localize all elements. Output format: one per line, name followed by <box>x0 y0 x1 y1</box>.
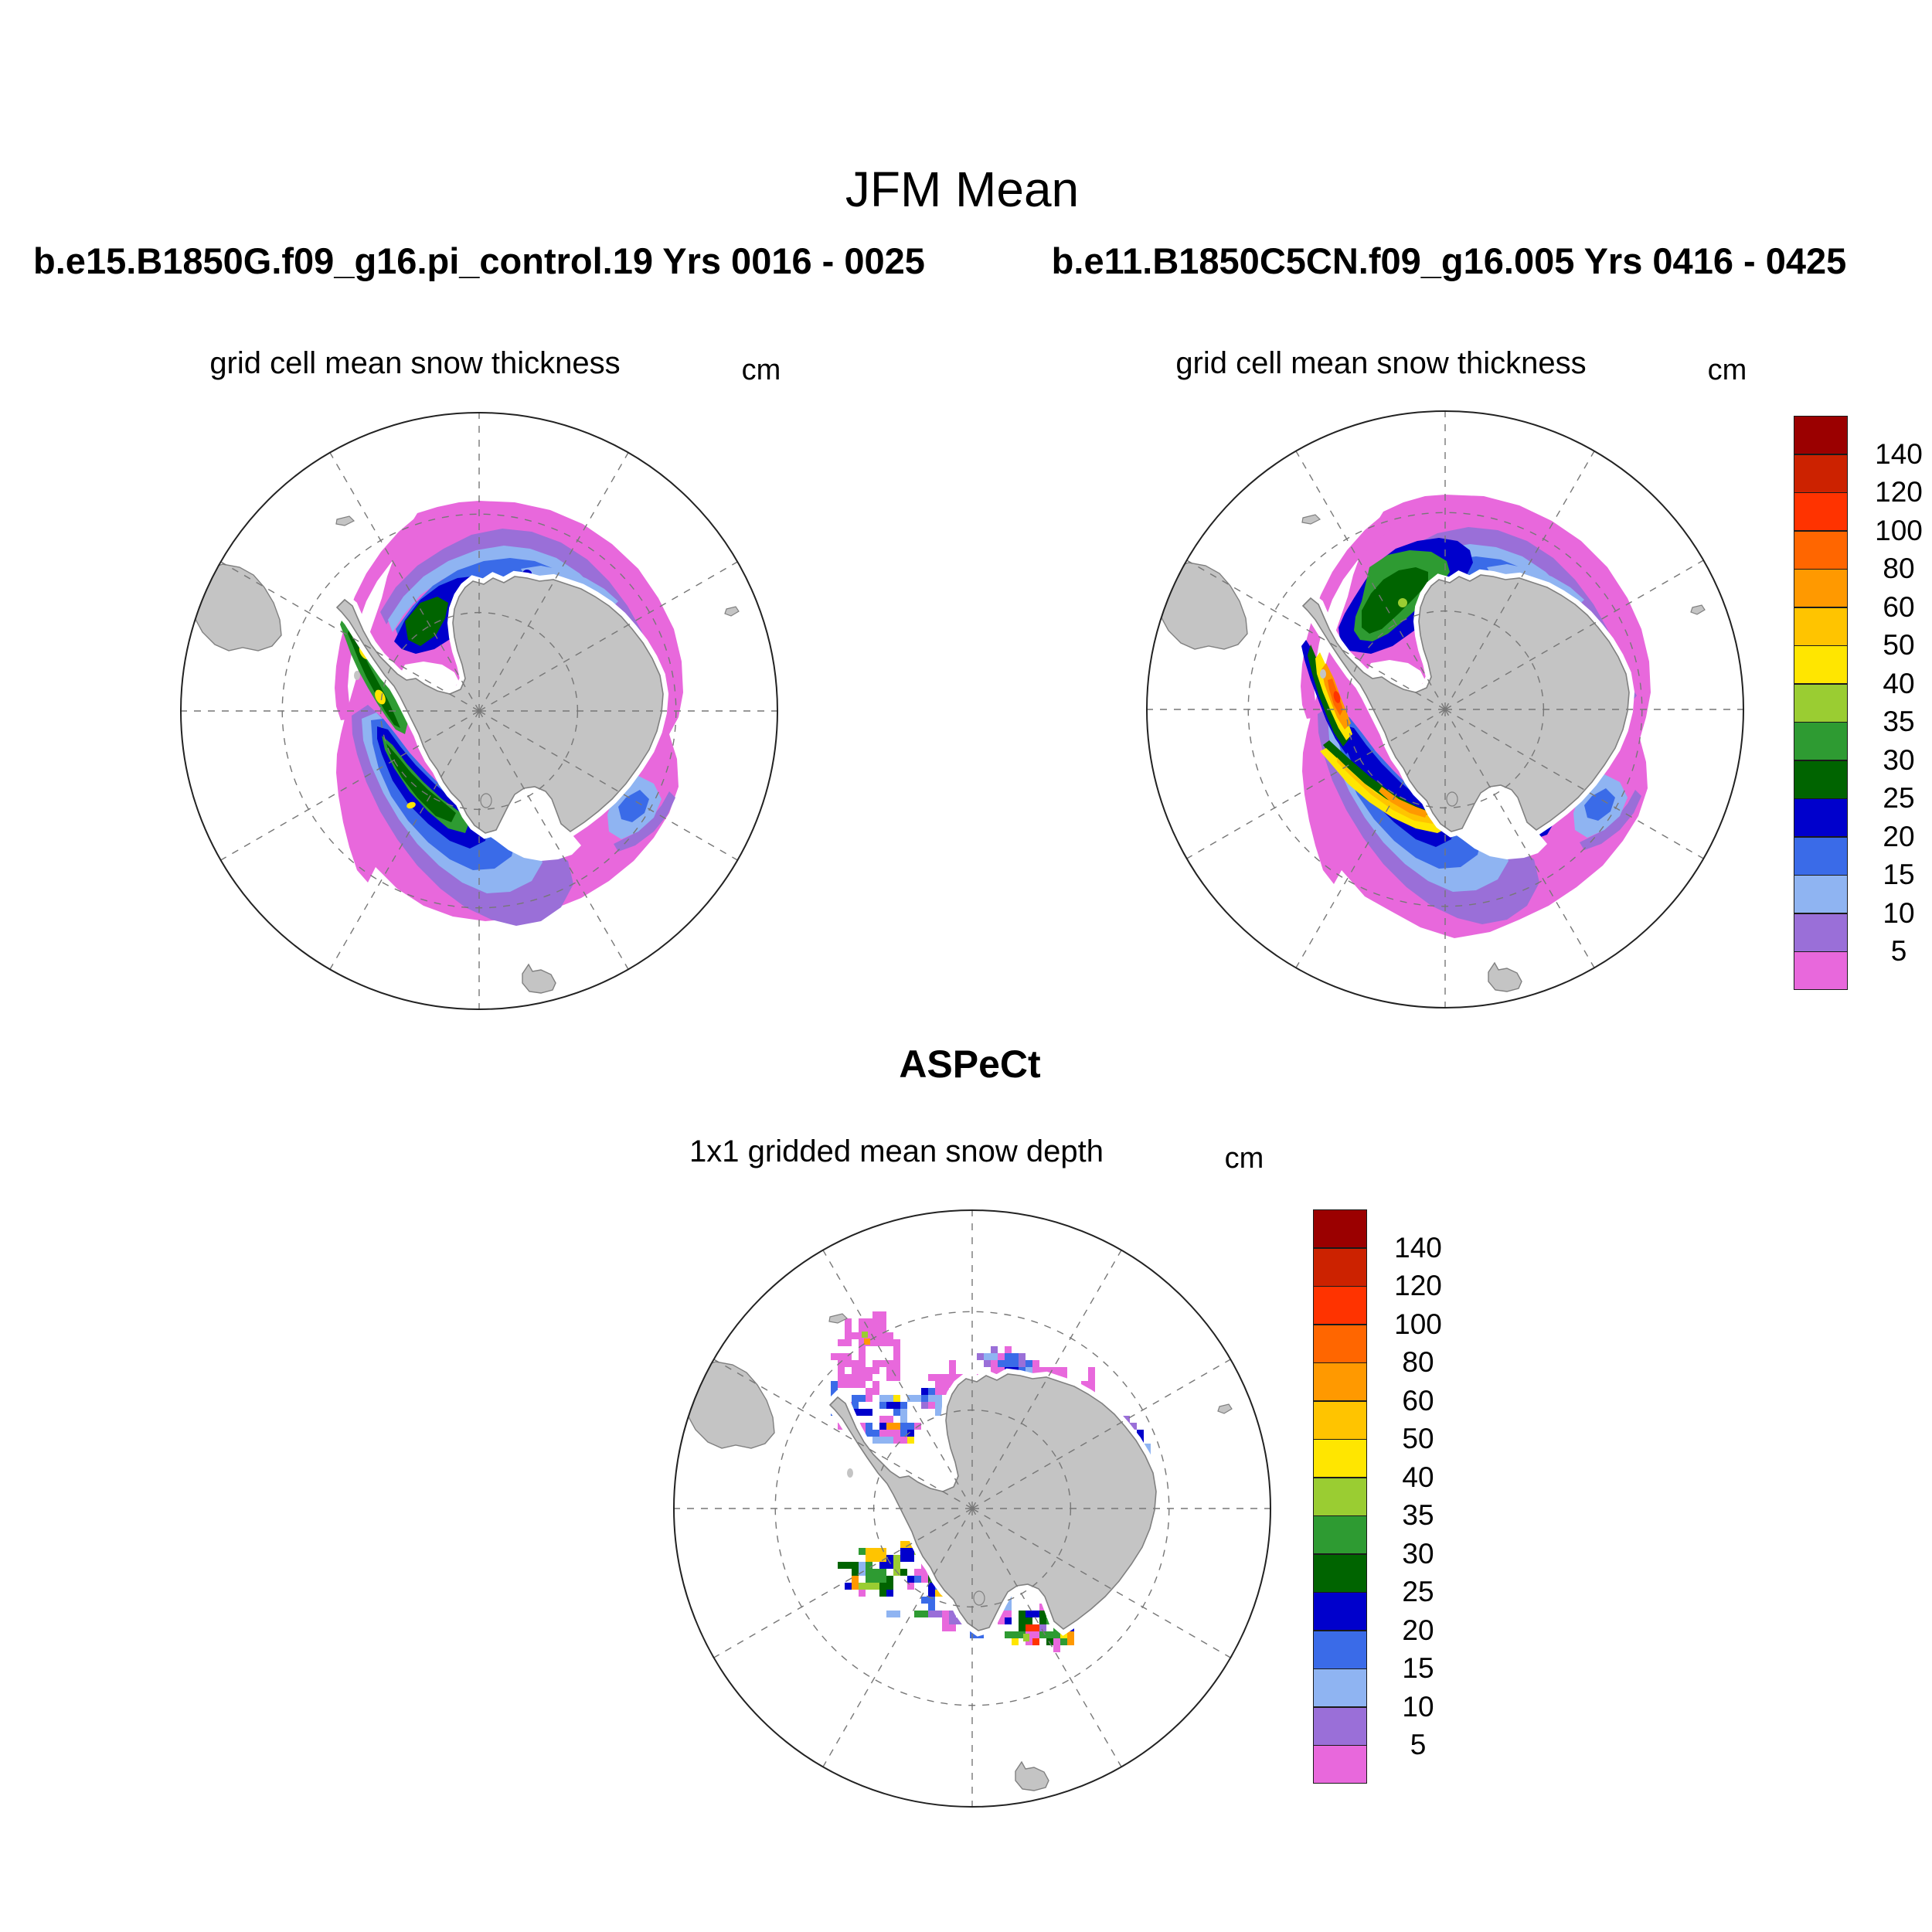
colorbar-cell <box>1794 760 1848 799</box>
colorbar-tick-label: 60 <box>1402 1384 1434 1417</box>
colorbar-cell <box>1313 1478 1367 1516</box>
colorbar-tick-label: 100 <box>1394 1308 1442 1340</box>
case-title-left: b.e15.B1850G.f09_g16.pi_control.19 Yrs 0016 - 0025 <box>33 240 925 281</box>
subtitle-obs: 1x1 gridded mean snow depth <box>689 1134 1104 1168</box>
colorbar-tick-label: 35 <box>1883 706 1915 737</box>
colorbar-tick-label: 50 <box>1883 629 1915 661</box>
colorbar-cell <box>1794 607 1848 646</box>
colorbar-tick-label: 80 <box>1402 1346 1434 1378</box>
colorbar-cell <box>1313 1745 1367 1784</box>
colorbar-cell <box>1794 492 1848 531</box>
colorbar-cell <box>1313 1325 1367 1363</box>
colorbar-tick-label: 25 <box>1883 782 1915 814</box>
page-title: JFM Mean <box>845 162 1080 217</box>
colorbar-cell <box>1794 951 1848 990</box>
colorbar-tick-label: 40 <box>1883 667 1915 699</box>
units-label-left: cm <box>741 354 781 386</box>
colorbar-tick-label: 40 <box>1402 1461 1434 1493</box>
colorbar-cell <box>1313 1668 1367 1707</box>
colorbar-tick-label: 20 <box>1883 820 1915 852</box>
colorbar-top <box>1794 416 1932 993</box>
colorbar-cell <box>1313 1592 1367 1631</box>
colorbar-tick-label: 30 <box>1883 743 1915 776</box>
units-label-right: cm <box>1707 354 1747 386</box>
colorbar-cell <box>1794 913 1848 952</box>
colorbar-cell <box>1794 798 1848 837</box>
subtitle-left: grid cell mean snow thickness <box>209 346 621 380</box>
obs-panel-title: ASPeCt <box>899 1043 1041 1086</box>
case-title-right: b.e11.B1850C5CN.f09_g16.005 Yrs 0416 - 0425 <box>1051 240 1847 281</box>
colorbar-cell <box>1794 684 1848 723</box>
colorbar-tick-label: 10 <box>1883 896 1915 929</box>
colorbar-cell <box>1794 416 1848 454</box>
colorbar-cell <box>1313 1209 1367 1248</box>
colorbar-cell <box>1313 1439 1367 1478</box>
colorbar-tick-label: 50 <box>1402 1423 1434 1454</box>
colorbar-tick-label: 140 <box>1394 1231 1442 1264</box>
map-observations-aspect <box>671 1207 1274 1810</box>
colorbar-cell <box>1794 875 1848 913</box>
map-model-left <box>178 410 781 1012</box>
colorbar-cell <box>1794 645 1848 684</box>
colorbar-cell <box>1313 1707 1367 1746</box>
map-model-right <box>1144 408 1747 1011</box>
colorbar-tick-label: 120 <box>1394 1270 1442 1301</box>
colorbar-tick-label: 20 <box>1402 1614 1434 1646</box>
colorbar-cell <box>1313 1248 1367 1287</box>
colorbar-cell <box>1794 837 1848 876</box>
colorbar-tick-label: 30 <box>1402 1537 1434 1570</box>
colorbar-cell <box>1794 722 1848 760</box>
colorbar-tick-label: 60 <box>1883 590 1915 623</box>
colorbar-tick-label: 120 <box>1875 476 1923 508</box>
colorbar-bottom <box>1313 1209 1514 1787</box>
colorbar-tick-label: 25 <box>1402 1576 1434 1607</box>
colorbar-cell <box>1313 1401 1367 1440</box>
colorbar-tick-label: 140 <box>1875 437 1923 470</box>
colorbar-tick-label: 35 <box>1402 1499 1434 1531</box>
colorbar-tick-label: 80 <box>1883 553 1915 584</box>
colorbar-tick-label: 10 <box>1402 1690 1434 1723</box>
colorbar-cell <box>1313 1631 1367 1669</box>
colorbar-cell <box>1794 569 1848 607</box>
colorbar-cell <box>1313 1362 1367 1401</box>
colorbar-tick-label: 100 <box>1875 514 1923 546</box>
colorbar-tick-label: 15 <box>1402 1652 1434 1684</box>
colorbar-cell <box>1313 1554 1367 1593</box>
subtitle-right: grid cell mean snow thickness <box>1175 346 1587 380</box>
colorbar-tick-label: 5 <box>1410 1729 1427 1760</box>
units-label-obs: cm <box>1224 1142 1264 1175</box>
colorbar-cell <box>1794 531 1848 570</box>
colorbar-tick-label: 5 <box>1890 935 1907 967</box>
colorbar-cell <box>1313 1515 1367 1554</box>
colorbar-cell <box>1313 1286 1367 1325</box>
colorbar-cell <box>1794 454 1848 493</box>
colorbar-tick-label: 15 <box>1883 859 1915 890</box>
